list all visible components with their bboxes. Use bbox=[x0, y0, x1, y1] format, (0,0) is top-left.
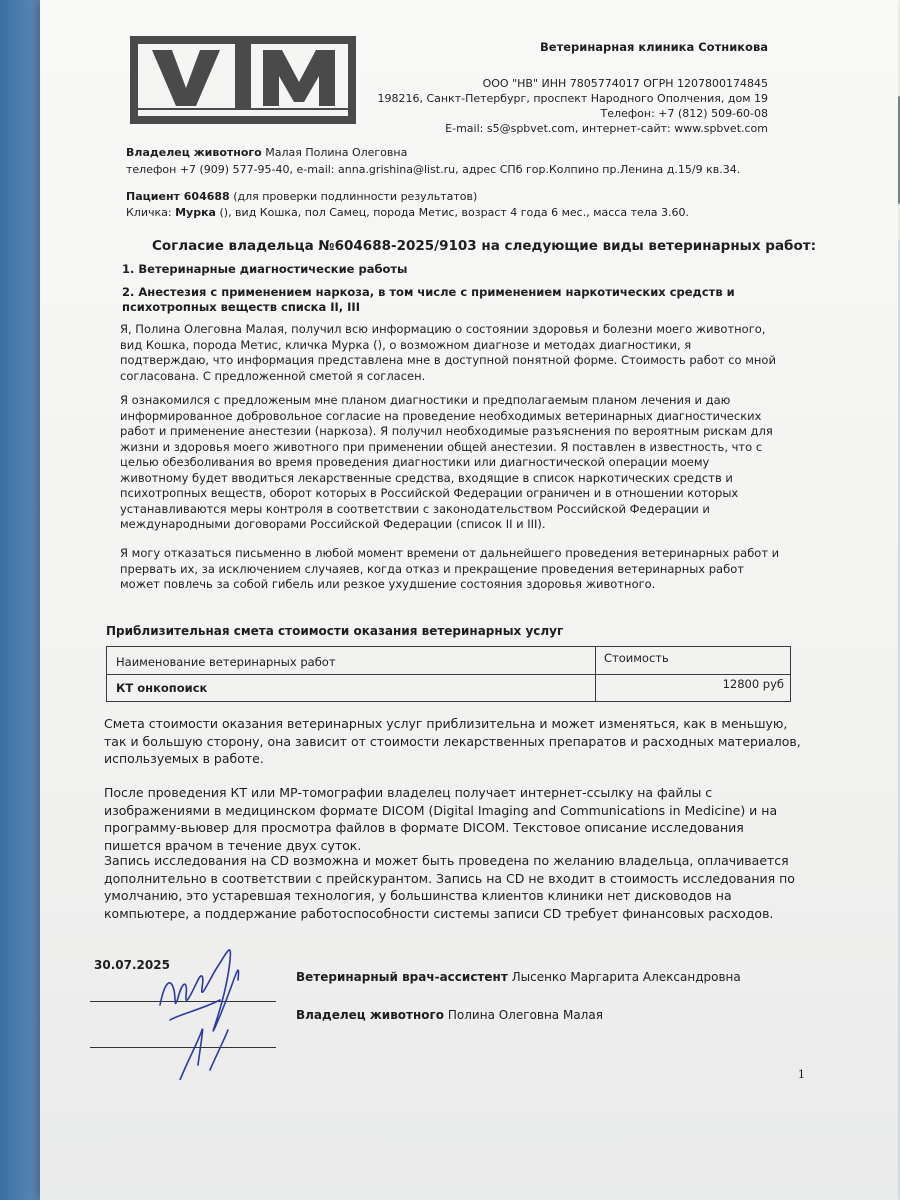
sign-date: 30.07.2025 bbox=[94, 958, 170, 972]
note-paragraph: После проведения КТ или МР-томографии владелец получает интернет-ссылку на файлы с изображениями в медицинском формате DICOM (Digital Imaging and Communications in Medicine) и на программу-вьювер для просмотра файлов в формате DICOM. Текстовое описание исследования пишется врачом в течение двух суток. bbox=[104, 785, 778, 853]
clinic-requisites: ООО "НВ" ИНН 7805774017 ОГРН 1207800174845 198216, Санкт-Петербург, проспект Народного Ополчения, дом 19 Телефон: +7 (812) 509-60-08 E-mail: s5@spbvet.com, интернет-сайт: www.spbvet.com bbox=[377, 77, 768, 135]
note-paragraph: Смета стоимости оказания ветеринарных услуг приблизительна и может изменяться, как в меньшую, так и большую сторону, она зависит от стоимости лекарственных препаратов и расходных материалов, используемых в работе. bbox=[104, 716, 801, 766]
consent-item-2: 2. Анестезия с применением наркоза, в том числе с применением наркотических средств и психотропных веществ списка II, III bbox=[122, 285, 735, 314]
table-header-row bbox=[107, 647, 790, 674]
patient-info: Пациент 604688 (для проверки подлинности результатов) Кличка: Мурка (), вид Кошка, пол Самец, порода Метис, возраст 4 года 6 мес., масса тела 3.60. bbox=[126, 190, 690, 219]
page-number: 1 bbox=[798, 1068, 805, 1081]
owner-info: Владелец животного Малая Полина Олеговна телефон +7 (909) 577-95-40, e-mail: anna.grishina@list.ru, адрес СПб гор.Колпино пр.Ленина д.15/9 кв.34. bbox=[126, 146, 741, 176]
clinic-name: Ветеринарная клиника Сотникова bbox=[540, 40, 768, 54]
consent-item-1: 1. Ветеринарные диагностические работы bbox=[122, 262, 408, 276]
service-name-cell: КТ онкопоиск bbox=[107, 675, 596, 702]
consent-paragraph: Я ознакомился с предложеным мне планом диагностики и предполагаемым планом лечения и даю информированное добровольное согласие на проведение необходимых ветеринарных диагностических работ и применение анестезии (наркоза). Я получил необходимые разъяснения по вероятным рискам для жизни и здоровья моего животного при применении общей анестезии. Я поставлен в известность, что с целью обезболивания во время проведения диагностики или диагностической операции моему животному будет вводиться лекарственные средства, входящие в список наркотических средств и психотропных веществ, оборот которых в Российской Федерации ограничен и в отношении которых устанавливаются меры контроля в соответствии с законодательством Российской Федерации и международными договорами Российской Федерации (список II и III). bbox=[120, 393, 773, 531]
vet-signature-caption: Ветеринарный врач-ассистент Лысенко Маргарита Александровна bbox=[296, 970, 741, 984]
clinic-logo bbox=[130, 36, 356, 124]
consent-title: Согласие владельца №604688-2025/9103 на следующие виды ветеринарных работ: bbox=[152, 238, 816, 254]
column-header-cost: Стоимость bbox=[604, 651, 669, 665]
document-page bbox=[40, 0, 898, 1200]
table-row bbox=[107, 674, 790, 702]
estimate-table bbox=[106, 646, 791, 702]
consent-paragraph: Я могу отказаться письменно в любой момент времени от дальнейшего проведения ветеринарных работ и прервать их, за исключением случаяев, когда отказ и прекращение проведения ветеринарных работ может повлечь за собой гибель или резкое ухудшение состояния здоровья животного. bbox=[120, 546, 780, 591]
owner-signature-caption: Владелец животного Полина Олеговна Малая bbox=[296, 1008, 603, 1022]
handwritten-signature bbox=[140, 930, 280, 1080]
column-header-name: Наименование ветеринарных работ bbox=[107, 647, 596, 674]
consent-paragraph: Я, Полина Олеговна Малая, получил всю информацию о состоянии здоровья и болезни моего животного, вид Кошка, порода Метис, кличка Мурка (), о возможном диагнозе и методах диагностики, я подтверждаю, что информация представлена мне в доступной понятной форме. Стоимость работ со мной согласована. С предложенной сметой я согласен. bbox=[120, 322, 776, 383]
service-cost-cell: 12800 руб bbox=[722, 677, 784, 691]
note-paragraph: Запись исследования на CD возможна и может быть проведена по желанию владельца, оплачивается дополнительно в соответствии с прейскурантом. Запись на CD не входит в стоимость исследования по умолчанию, это устаревшая технология, у большинства клиентов клиники нет дисководов на компьютере, а поддержание работоспособности системы записи CD требует финансовых расходов. bbox=[104, 853, 795, 921]
estimate-title: Приблизительная смета стоимости оказания ветеринарных услуг bbox=[106, 624, 564, 638]
